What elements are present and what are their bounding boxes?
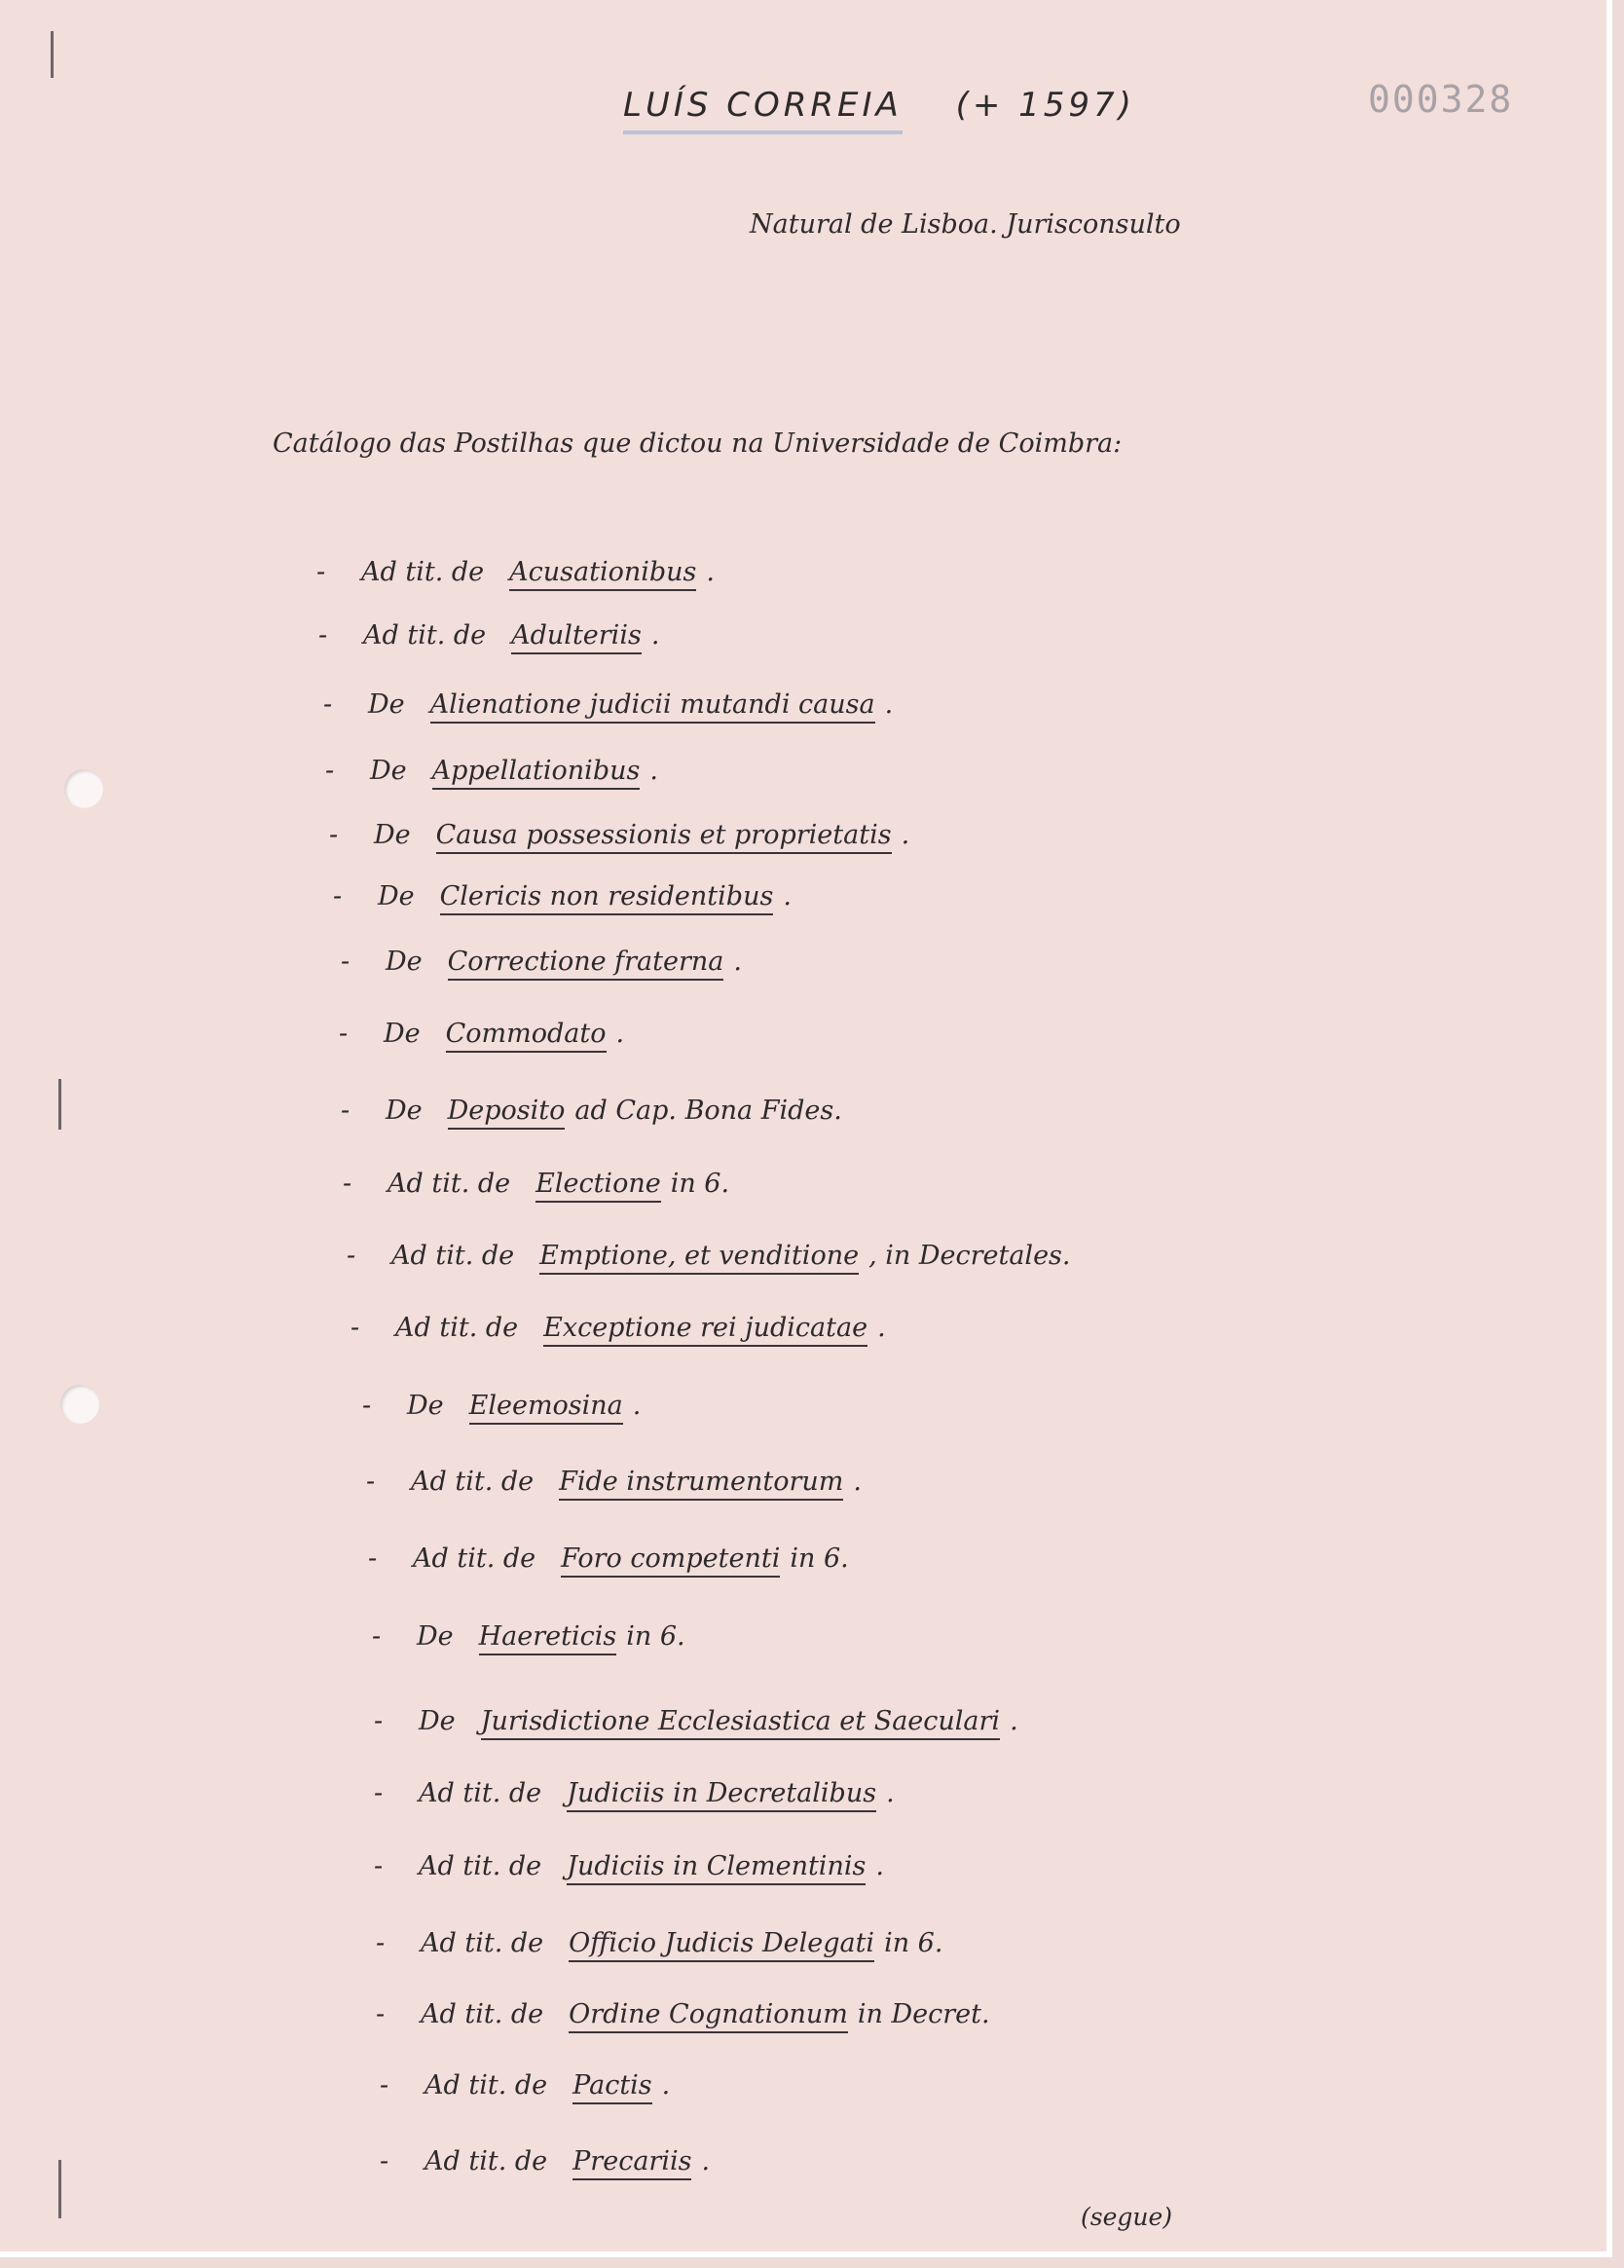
list-term: Commodato [446,1019,607,1053]
author-description: Natural de Lisboa. Jurisconsulto [750,209,1181,240]
list-item [316,557,715,591]
list-suffix: . [877,1313,886,1343]
catalog-intro: Catálogo das Postilhas que dictou na Universidade de Coimbra: [273,428,1123,459]
list-term: Exceptione rei judicatae [543,1313,867,1347]
list-dash: - [318,620,328,651]
list-term: Jurisdictione Ecclesiastica et Saeculari [481,1706,1000,1740]
list-suffix: , in Decretales. [868,1241,1071,1271]
list-item [318,620,659,654]
list-suffix: in 6. [884,1928,943,1958]
list-item [333,881,792,915]
list-term: Eleemosina [469,1391,623,1425]
list-term: Adulteriis [511,620,642,654]
list-item [376,1999,990,2033]
list-prefix: De [368,689,405,720]
list-item [339,1019,624,1053]
list-prefix: Ad tit. de [411,1467,535,1497]
list-dash: - [366,1467,376,1497]
list-dash: - [374,1706,384,1736]
list-item [374,1706,1018,1740]
list-item [351,1313,886,1347]
list-dash: - [316,557,326,587]
list-dash: - [372,1621,382,1652]
list-item [347,1241,1070,1275]
list-dash: - [325,756,335,786]
page-title [623,86,1135,125]
list-suffix: . [853,1467,862,1497]
list-prefix: De [407,1391,444,1421]
list-dash: - [333,881,343,911]
list-prefix: De [417,1621,454,1652]
list-dash: - [374,1778,384,1808]
archive-stamp-number: 000328 [1368,78,1514,121]
list-prefix: Ad tit. de [391,1241,515,1271]
list-item [329,820,909,854]
list-dash: - [380,2070,389,2101]
list-item [372,1621,685,1655]
list-term: Deposito [448,1096,566,1130]
list-dash: - [347,1241,356,1271]
list-dash: - [341,947,351,977]
list-item [343,1169,729,1203]
list-term: Haereticis [479,1621,617,1655]
list-suffix: . [706,557,715,587]
list-prefix: De [386,947,423,977]
list-item [341,947,742,981]
list-suffix: . [1010,1706,1018,1736]
list-item [374,1778,895,1812]
list-dash: - [323,689,333,720]
list-dash: - [343,1169,352,1199]
list-suffix: . [783,881,792,911]
list-prefix: Ad tit. de [419,1778,542,1808]
list-item [325,756,658,790]
list-prefix: De [386,1096,423,1126]
list-prefix: Ad tit. de [395,1313,519,1343]
list-suffix: in 6. [790,1543,849,1574]
list-prefix: Ad tit. de [421,1999,544,2029]
list-dash: - [380,2146,389,2176]
list-suffix: . [901,820,910,850]
list-suffix: . [701,2146,711,2176]
list-item [380,2146,710,2180]
list-prefix: De [370,756,407,786]
list-suffix: . [733,947,742,977]
margin-mark-middle [58,1079,61,1130]
list-item [341,1096,842,1130]
list-prefix: De [419,1706,456,1736]
continuation-note: (segue) [1081,2203,1173,2231]
list-suffix: . [661,2070,671,2101]
list-dash: - [339,1019,349,1049]
list-term: Pactis [572,2070,652,2104]
list-prefix: Ad tit. de [413,1543,536,1574]
punch-hole-lower [60,1385,99,1424]
list-prefix: De [378,881,415,911]
list-dash: - [368,1543,378,1574]
list-suffix: . [875,1851,884,1881]
margin-mark-bottom [58,2160,61,2218]
list-prefix: Ad tit. de [388,1169,511,1199]
list-term: Foro competenti [561,1543,780,1578]
list-suffix: . [650,620,660,651]
list-prefix: De [384,1019,421,1049]
list-item [323,689,893,724]
list-term: Officio Judicis Delegati [569,1928,874,1962]
list-suffix: in Decret. [857,1999,990,2029]
list-prefix: De [374,820,411,850]
author-name: LUÍS CORREIA [623,86,903,134]
list-term: Causa possessionis et proprietatis [436,820,892,854]
list-item [374,1851,884,1885]
list-term: Acusationibus [509,557,696,591]
list-suffix: ad Cap. Bona Fides. [574,1096,842,1126]
list-item [380,2070,670,2104]
author-dates: (+ 1597) [955,86,1135,125]
list-term: Fide instrumentorum [559,1467,843,1501]
list-item [376,1928,942,1962]
list-item [362,1391,641,1425]
list-dash: - [376,1928,386,1958]
list-suffix: . [632,1391,642,1421]
list-term: Correctione fraterna [448,947,724,981]
list-dash: - [376,1999,386,2029]
list-suffix: . [886,1778,895,1808]
punch-hole-upper [64,769,103,808]
list-suffix: . [649,756,658,786]
list-term: Clericis non residentibus [440,881,774,915]
list-dash: - [374,1851,384,1881]
list-term: Ordine Cognationum [569,1999,848,2033]
list-dash: - [329,820,339,850]
list-term: Emptione, et venditione [539,1241,859,1275]
list-prefix: Ad tit. de [419,1851,542,1881]
list-prefix: Ad tit. de [361,557,485,587]
list-term: Precariis [572,2146,691,2180]
list-item [368,1543,849,1578]
list-prefix: Ad tit. de [363,620,487,651]
list-suffix: in 6. [670,1169,730,1199]
list-term: Appellationibus [432,756,641,790]
list-item [366,1467,862,1501]
list-suffix: . [615,1019,625,1049]
list-dash: - [362,1391,372,1421]
list-dash: - [341,1096,351,1126]
margin-mark-top [51,31,54,78]
list-suffix: . [884,689,894,720]
list-term: Electione [535,1169,661,1203]
list-suffix: in 6. [626,1621,685,1652]
list-prefix: Ad tit. de [424,2146,548,2176]
list-term: Alienatione judicii mutandi causa [430,689,875,724]
list-term: Judiciis in Decretalibus [567,1778,876,1812]
list-prefix: Ad tit. de [421,1928,544,1958]
list-prefix: Ad tit. de [424,2070,548,2101]
list-term: Judiciis in Clementinis [567,1851,866,1885]
list-dash: - [351,1313,360,1343]
